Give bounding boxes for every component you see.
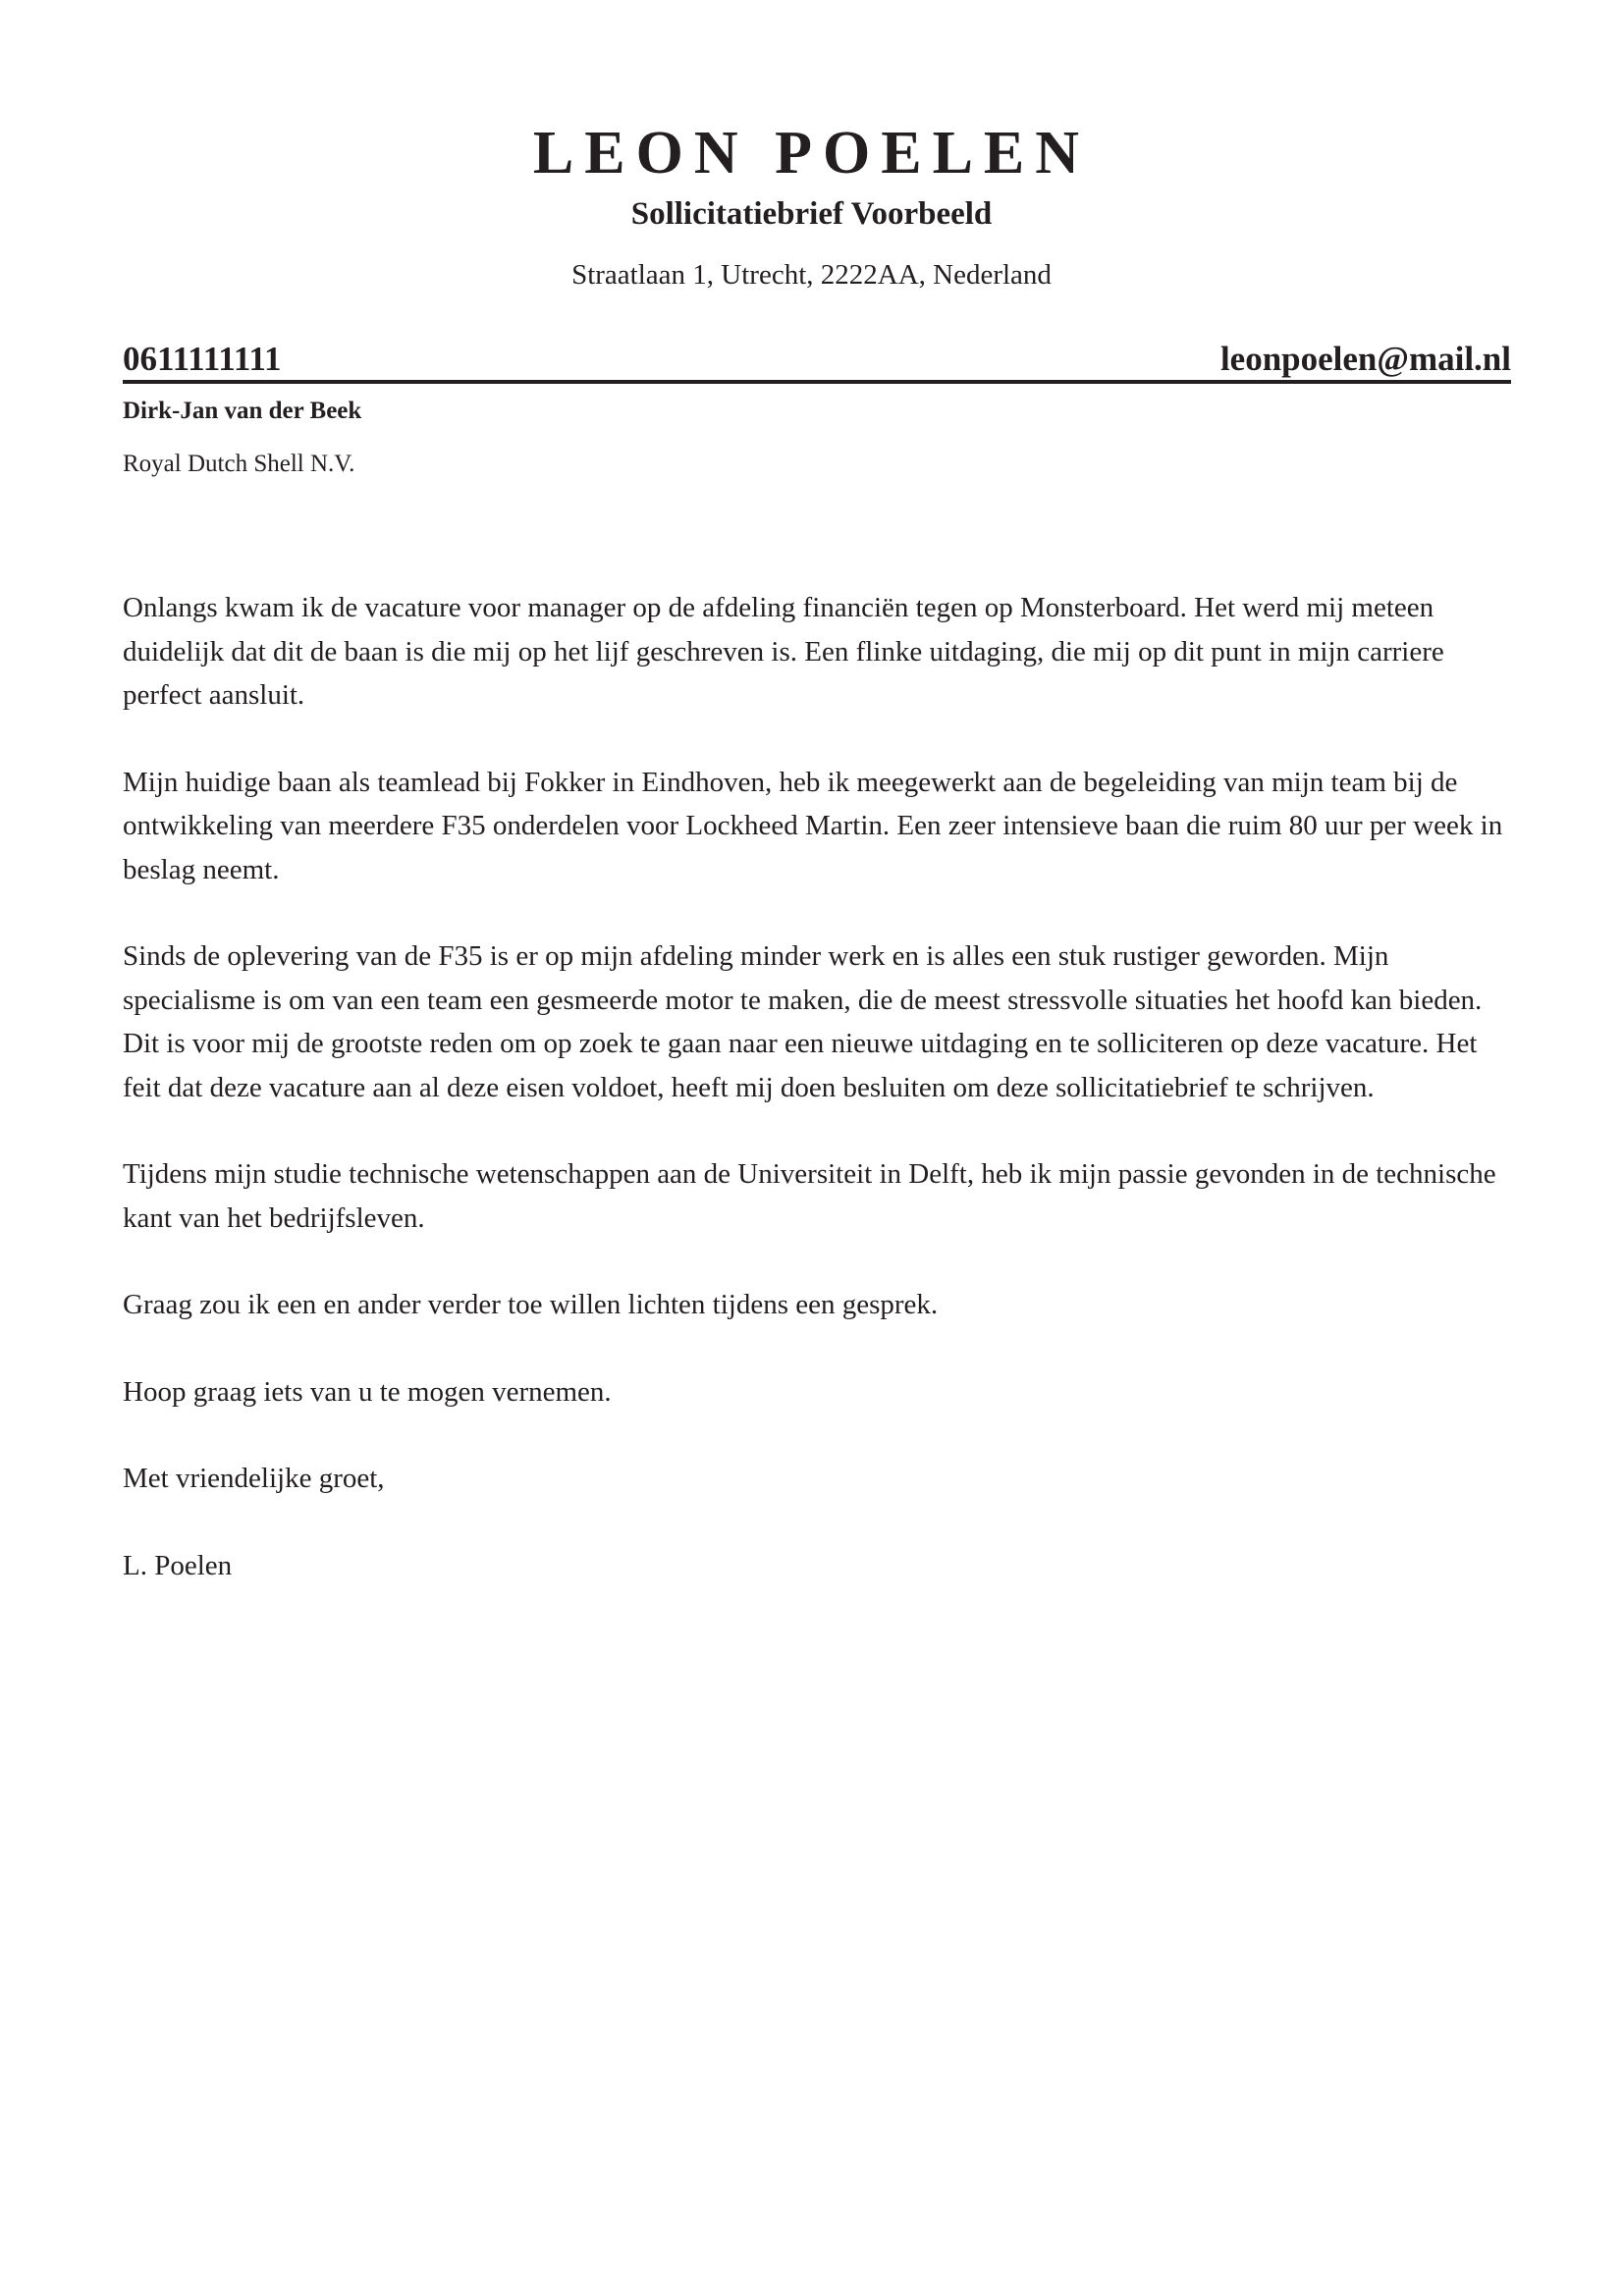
paragraph-current-job: Mijn huidige baan als teamlead bij Fokker in Eindhoven, heb ik meegewerkt aan de begeleiding van mijn team bij de ontwikkeling van meerdere F35 onderdelen voor Lockheed Martin. Een zeer intensieve baan die ruim 80 uur per week in beslag neemt. [123, 766, 1503, 885]
contact-row [123, 330, 1511, 379]
recipient-name: Dirk-Jan van der Beek [123, 398, 362, 424]
salutation: Met vriendelijke groet, [123, 1463, 385, 1494]
sender-name: LEON POELEN [532, 120, 1091, 187]
paragraph-intro: Onlangs kwam ik de vacature voor manager op de afdeling financiën tegen op Monsterboard. Het werd mij meteen duidelijk dat dit de baan is die mij op het lijf geschreven is. Een flinke uitdaging, die mij op dit punt in mijn carriere perfect aansluit. [123, 592, 1444, 711]
paragraph-motivation: Sinds de oplevering van de F35 is er op mijn afdeling minder werk en is alles een stuk rustiger geworden. Mijn specialisme is om van een team een gesmeerde motor te maken, die de meest stressvolle situaties het hoofd kan bieden. Dit is voor mij de grootste reden om op zoek te gaan naar een nieuwe uitdaging en te solliciteren op deze vacature. Het feit dat deze vacature aan al deze eisen voldoet, heeft mij doen besluiten om deze sollicitatiebrief te schrijven. [123, 940, 1483, 1103]
paragraph-closing: Hoop graag iets van u te mogen vernemen. [123, 1375, 612, 1408]
header-divider [123, 380, 1511, 384]
document-subtitle: Sollicitatiebrief Voorbeeld [630, 196, 993, 232]
paragraph-education: Tijdens mijn studie technische wetenschappen aan de Universiteit in Delft, heb ik mijn passie gevonden in de technische kant van het bedrijfsleven. [123, 1158, 1496, 1234]
email-address: leonpoelen@mail.nl [1219, 340, 1511, 378]
recipient-company: Royal Dutch Shell N.V. [123, 451, 355, 477]
signature: L. Poelen [123, 1549, 233, 1581]
paragraph-interview: Graag zou ik een en ander verder toe willen lichten tijdens een gesprek. [123, 1289, 939, 1320]
letter-body [123, 586, 1517, 1630]
sender-address: Straatlaan 1, Utrecht, 2222AA, Nederland [571, 259, 1052, 291]
phone-number: 0611111111 [123, 340, 282, 378]
